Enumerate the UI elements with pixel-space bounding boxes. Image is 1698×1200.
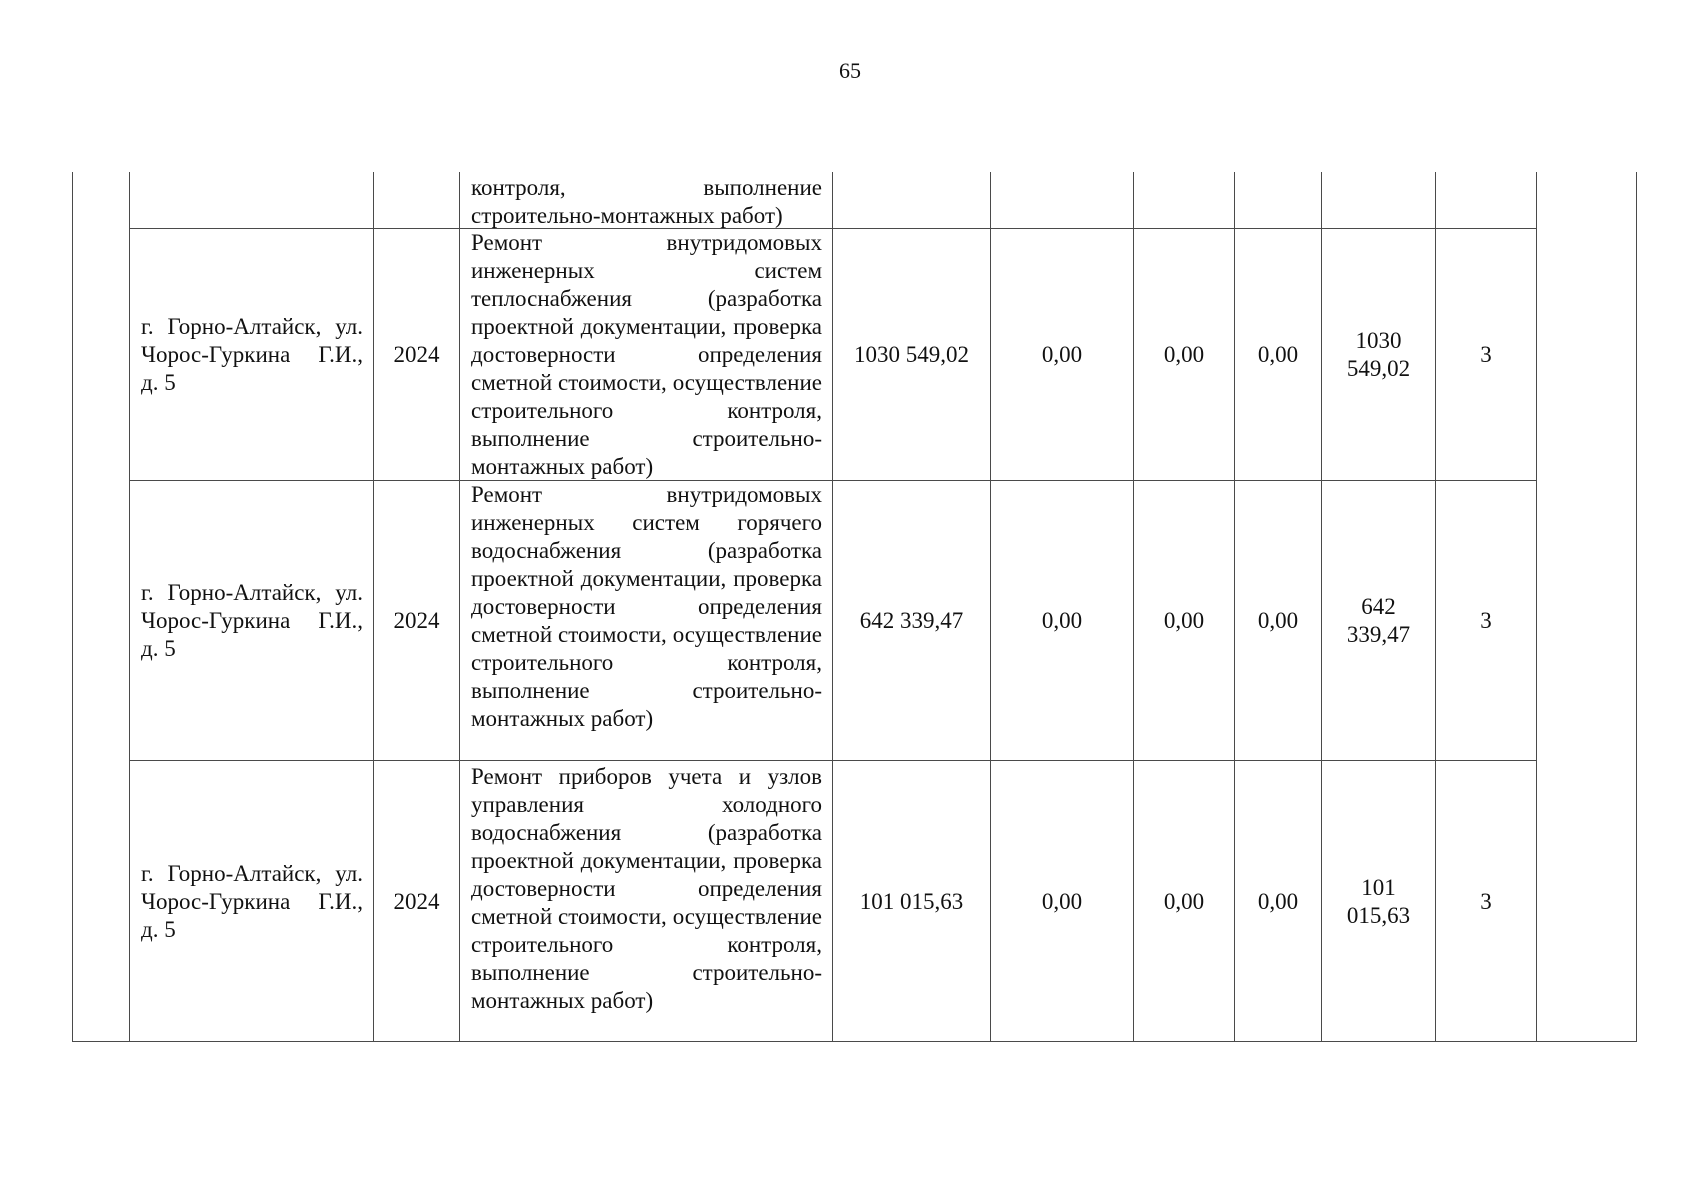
priority-cell: 3	[1480, 608, 1492, 633]
funded-amount-cell	[1322, 762, 1435, 1041]
amount-cell: 0,00	[1163, 608, 1205, 633]
address-cell	[130, 482, 373, 760]
table-border-bottom	[72, 1041, 1637, 1042]
amount-cell: 0,00	[1257, 888, 1299, 914]
total-cost-cell: 1030 549,02	[854, 342, 969, 367]
column-divider	[1536, 172, 1537, 1042]
table-border-right	[1636, 172, 1637, 1042]
funded-amount-text: 101 015,63	[1346, 874, 1411, 928]
table-border-left	[72, 172, 73, 1042]
row-divider	[129, 760, 1536, 761]
amount-cell: 0,00	[1163, 888, 1205, 914]
amount-cell: 0,00	[1041, 342, 1083, 367]
continuation-work-cell	[460, 174, 832, 228]
work-cell: Ремонт приборов учета и узлов управления холодного водоснабжения (разработка проектной документации, проверка достоверности определения сметной стоимости, осуществление строительного контроля, выполнение строительно-монтажных работ)	[471, 764, 822, 1013]
amount-cell: 0,00	[1163, 342, 1205, 367]
amount-cell: 0,00	[1257, 342, 1299, 367]
work-cell: Ремонт внутридомовых инженерных систем теплоснабжения (разработка проектной документации, проверка достоверности определения сметной стоимости, осуществление строительного контроля, выполнение строительно-монтажных работ)	[471, 230, 822, 479]
address-cell	[130, 230, 373, 480]
funded-amount-text: 1030 549,02	[1346, 328, 1411, 381]
funded-amount-cell	[1322, 482, 1435, 760]
address-text: г. Горно-Алтайск, ул. Чорос-Гуркина Г.И., д. 5	[141, 580, 363, 661]
work-cell: Ремонт внутридомовых инженерных систем горячего водоснабжения (разработка проектной документации, проверка достоверности определения сметной стоимости, осуществление строительного контроля, выполнение строительно-монтажных работ)	[471, 482, 822, 731]
page-number: 65	[839, 58, 861, 83]
year-cell: 2024	[393, 342, 440, 367]
continuation-line: строительно-монтажных работ)	[471, 203, 783, 228]
row-divider	[129, 480, 1536, 481]
priority-cell: 3	[1480, 342, 1492, 367]
amount-cell: 0,00	[1041, 608, 1083, 633]
address-text: г. Горно-Алтайск, ул. Чорос-Гуркина Г.И., д. 5	[141, 314, 363, 395]
year-cell: 2024	[393, 608, 440, 633]
total-cost-cell: 642 339,47	[859, 608, 964, 633]
row-divider	[129, 228, 1536, 229]
amount-cell: 0,00	[1041, 888, 1083, 914]
amount-cell: 0,00	[1257, 608, 1299, 633]
funded-amount-text: 642 339,47	[1346, 594, 1411, 647]
priority-cell: 3	[1480, 888, 1492, 914]
address-cell	[130, 762, 373, 1041]
total-cost-cell: 101 015,63	[859, 888, 964, 914]
continuation-line: контроля, выполнение	[471, 175, 822, 200]
funded-amount-cell	[1322, 230, 1435, 480]
address-text: г. Горно-Алтайск, ул. Чорос-Гуркина Г.И., д. 5	[141, 860, 363, 942]
year-cell: 2024	[393, 888, 440, 914]
